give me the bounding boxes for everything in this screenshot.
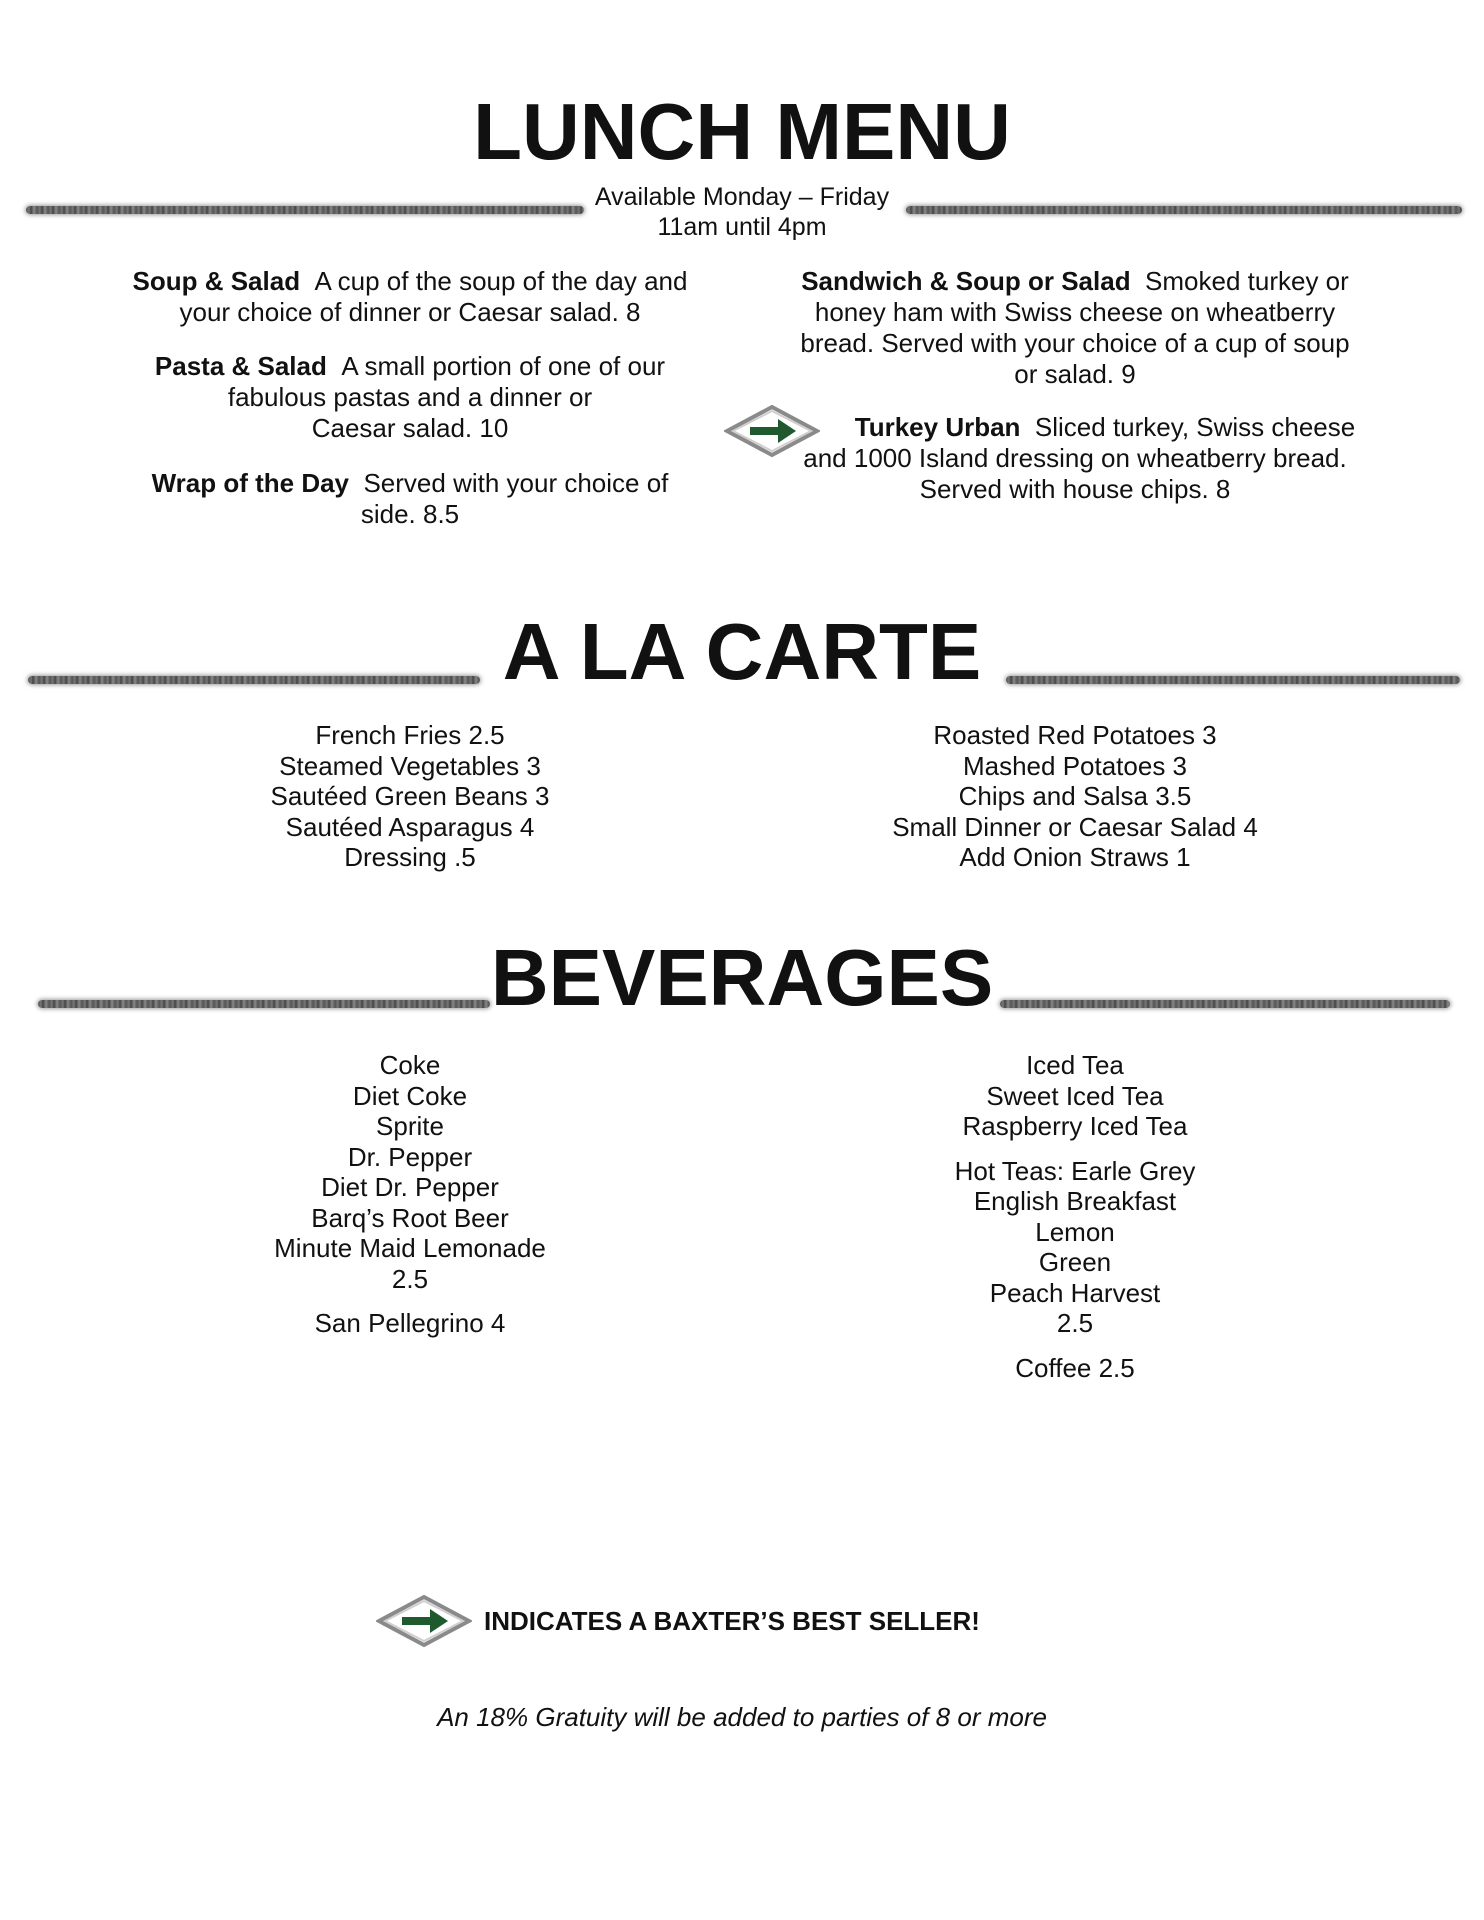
a-la-carte-title: A LA CARTE — [502, 607, 982, 696]
item-desc: fabulous pastas and a dinner or — [227, 382, 593, 412]
list-item: Mashed Potatoes 3 — [962, 750, 1188, 781]
list-item: Barq’s Root Beer — [311, 1202, 509, 1233]
list-item: Chips and Salsa 3.5 — [958, 781, 1192, 811]
gratuity-note: An 18% Gratuity will be added to parties of 8 or more — [437, 1702, 1047, 1732]
lunch-menu-title: LUNCH MENU — [473, 87, 1011, 176]
list-item: Coke — [379, 1050, 441, 1080]
a-la-carte-left-list — [210, 720, 610, 873]
item-desc: Sliced turkey, Swiss cheese — [1034, 412, 1356, 442]
green-arrow-diamond-icon — [376, 1594, 472, 1648]
list-item: Iced Tea — [1026, 1050, 1124, 1080]
item-desc: Served with house chips. 8 — [919, 474, 1231, 504]
menu-item-turkey-urban — [760, 412, 1390, 505]
list-item: Diet Dr. Pepper — [321, 1172, 499, 1202]
availability-hours: 11am until 4pm — [657, 213, 827, 241]
list-item: Peach Harvest — [989, 1277, 1161, 1308]
list-item: Minute Maid Lemonade — [274, 1233, 546, 1263]
item-name: Wrap of the Day — [151, 468, 350, 498]
list-item: 2.5 — [391, 1263, 429, 1294]
item-desc: Smoked turkey or — [1145, 266, 1349, 296]
item-name: Pasta & Salad — [154, 351, 327, 381]
list-item: Roasted Red Potatoes 3 — [933, 720, 1217, 750]
list-item: English Breakfast — [973, 1186, 1177, 1216]
list-item: 2.5 — [1056, 1308, 1094, 1338]
menu-item-wrap-of-the-day — [110, 468, 710, 530]
list-item: Dressing .5 — [344, 842, 476, 872]
list-item: Dr. Pepper — [347, 1141, 473, 1172]
list-item: Hot Teas: Earle Grey — [954, 1155, 1196, 1186]
menu-item-pasta-salad — [110, 351, 710, 444]
item-desc: honey ham with Swiss cheese on wheatberry — [814, 297, 1336, 327]
beverages-title: BEVERAGES — [490, 933, 994, 1022]
list-item: Small Dinner or Caesar Salad 4 — [892, 811, 1258, 842]
menu-item-sandwich-soup-salad — [760, 266, 1390, 390]
list-item: Green — [1038, 1247, 1112, 1277]
beverages-left-list — [210, 1050, 610, 1339]
item-desc: or salad. 9 — [1014, 359, 1136, 389]
list-item: Coffee 2.5 — [1015, 1352, 1135, 1383]
item-name: Soup & Salad — [132, 266, 301, 296]
menu-item-soup-salad — [110, 266, 710, 328]
best-seller-note: INDICATES A BAXTER’S BEST SELLER! — [484, 1606, 980, 1636]
list-item: San Pellegrino 4 — [314, 1308, 506, 1338]
beverages-right-list — [875, 1050, 1275, 1383]
list-item: Sweet Iced Tea — [986, 1080, 1164, 1111]
availability-days: Available Monday – Friday — [594, 183, 890, 211]
item-desc: bread. Served with your choice of a cup of soup — [800, 328, 1350, 358]
item-desc: A small portion of one of our — [341, 351, 666, 381]
list-item: Diet Coke — [352, 1080, 468, 1111]
item-name: Sandwich & Soup or Salad — [801, 266, 1131, 296]
item-desc: A cup of the soup of the day and — [314, 266, 688, 296]
list-item: Add Onion Straws 1 — [959, 842, 1191, 872]
item-desc: your choice of dinner or Caesar salad. 8 — [179, 297, 641, 327]
item-desc: side. 8.5 — [360, 499, 460, 529]
list-item: French Fries 2.5 — [315, 720, 505, 750]
item-name: Turkey Urban — [854, 412, 1021, 442]
a-la-carte-right-list — [840, 720, 1310, 873]
list-item: Steamed Vegetables 3 — [279, 750, 541, 781]
list-item: Sautéed Asparagus 4 — [285, 811, 535, 842]
item-desc: and 1000 Island dressing on wheatberry bread. — [803, 443, 1347, 473]
list-item: Sautéed Green Beans 3 — [270, 781, 550, 811]
item-desc: Served with your choice of — [363, 468, 669, 498]
list-item: Raspberry Iced Tea — [962, 1111, 1188, 1141]
list-item: Lemon — [1035, 1216, 1115, 1247]
item-desc: Caesar salad. 10 — [311, 413, 509, 443]
list-item: Sprite — [376, 1111, 444, 1141]
